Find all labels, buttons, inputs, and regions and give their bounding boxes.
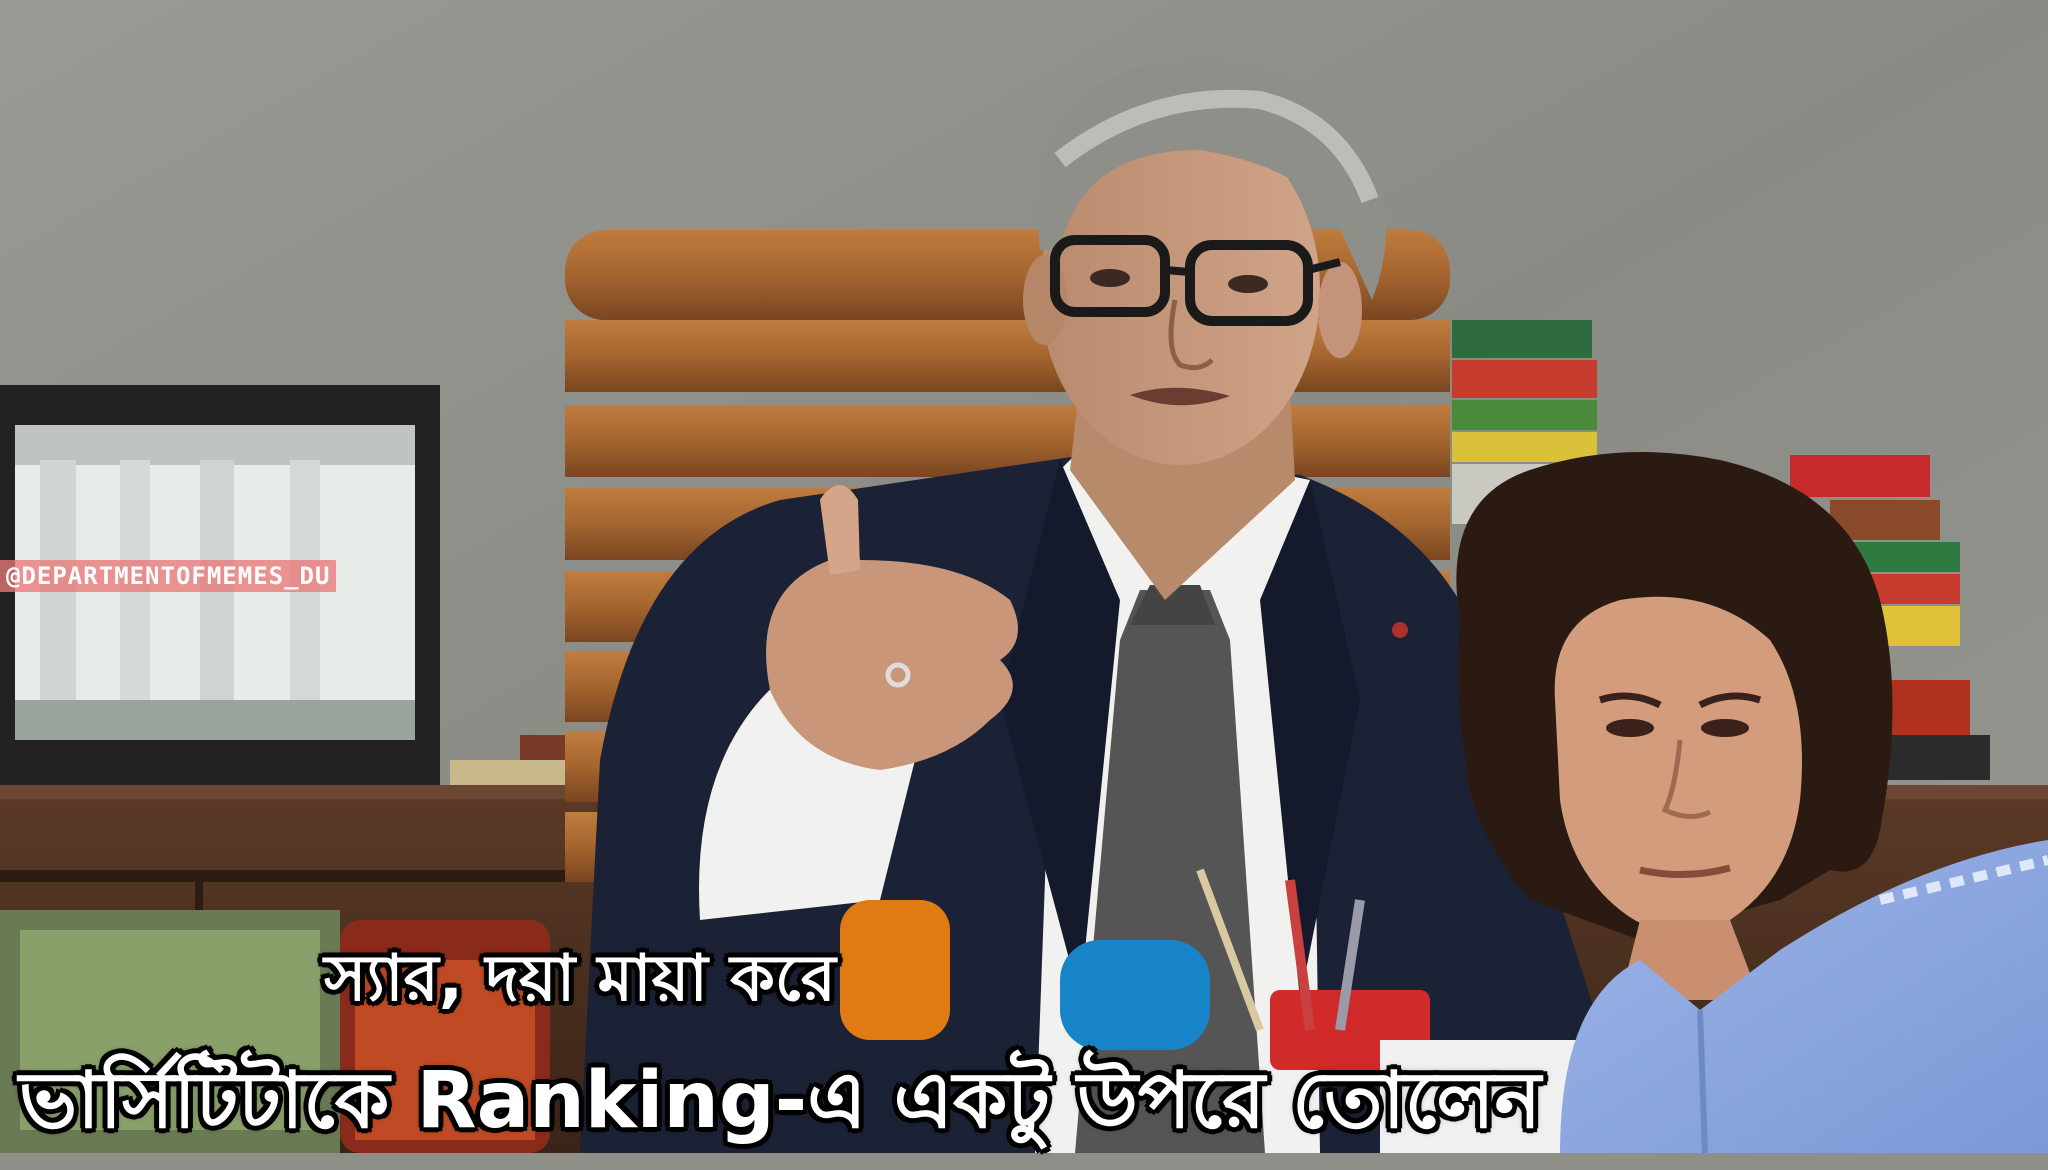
caption-line-1: স্যার, দয়া মায়া করে [324, 942, 836, 1016]
watermark-tag: @DEPARTMENTOFMEMES_DU [0, 560, 336, 592]
caption-line-2: ভার্সিটিটাকে Ranking-এ একটু উপরে তোলেন [18, 1056, 1542, 1146]
